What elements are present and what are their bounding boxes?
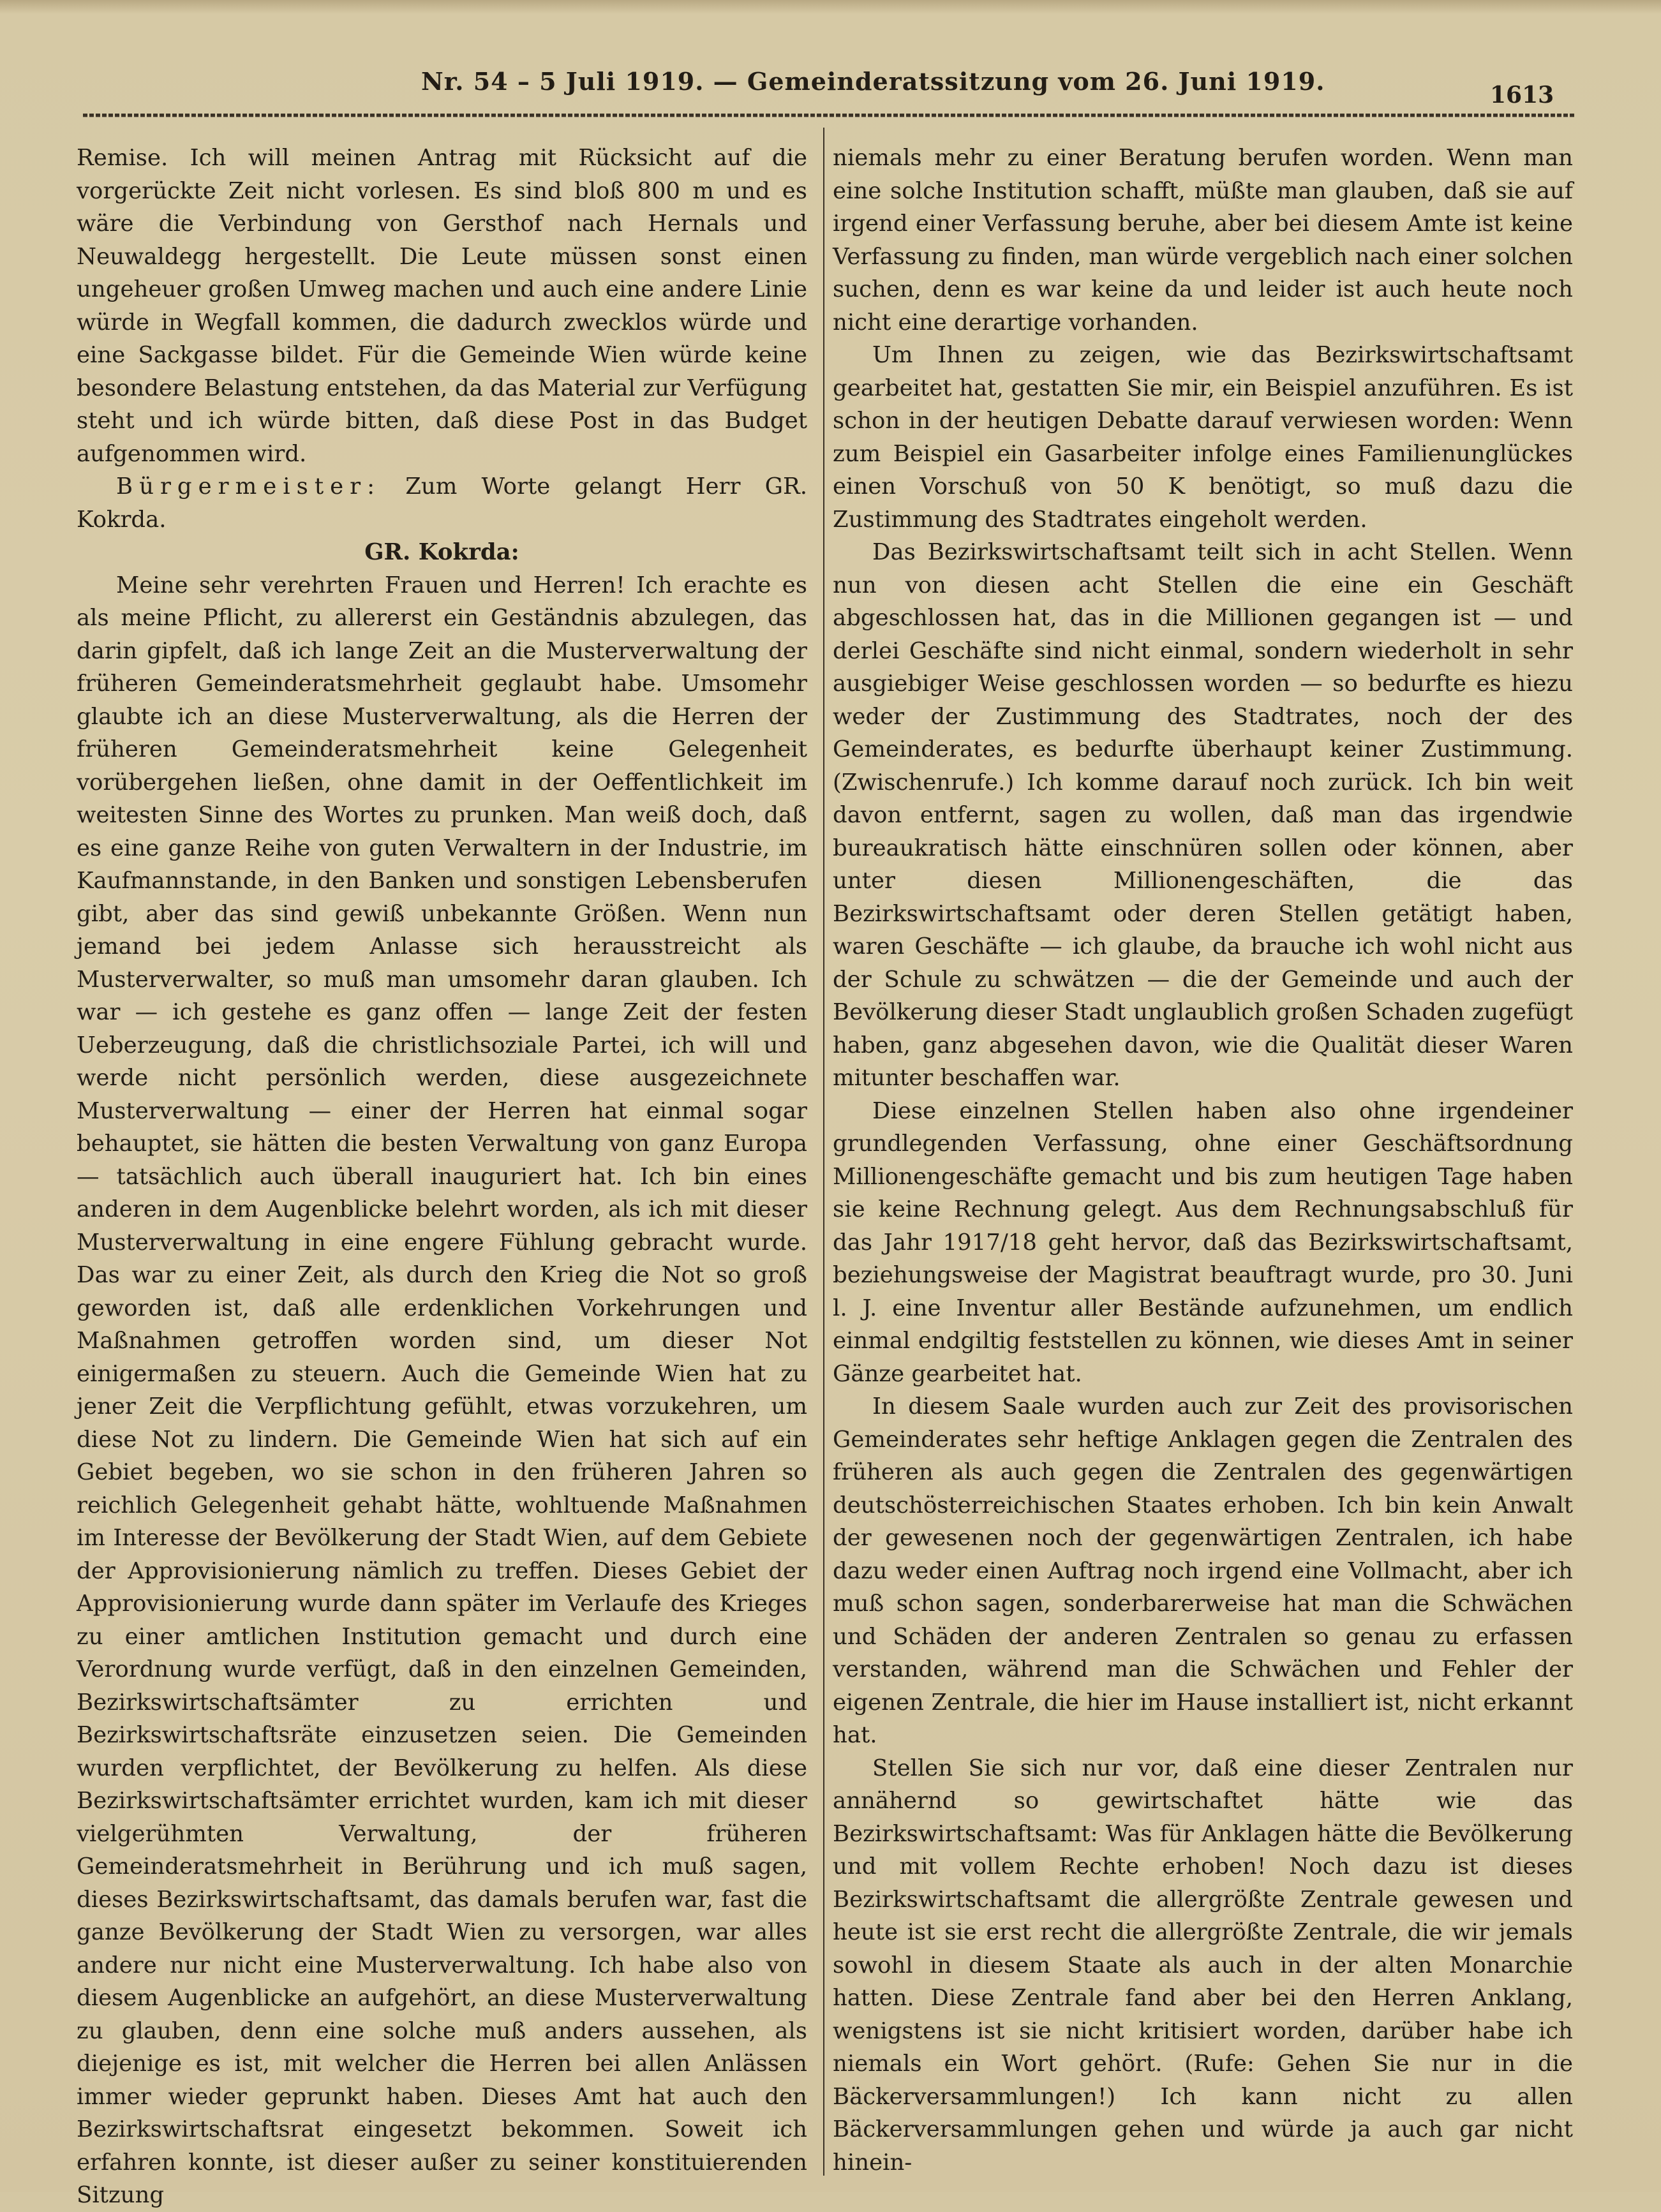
column-divider (823, 128, 824, 2176)
speaker-heading: GR. Kokrda: (364, 539, 519, 565)
paragraph: Das Bezirkswirtschaftsamt teilt sich in acht Stellen. Wenn nun von diesen acht Stellen die eine ein Geschäft abgeschlossen hat, das in die Millionen gegangen ist — und derlei Geschäfte sind nicht einmal, sondern wiederholt in sehr ausgiebiger Weise geschlossen worden — so bedurfte es hiezu weder der Zustimmung des Stadtrates, noch der des Gemeinderates, es bedurfte überhaupt keiner Zustimmung. (Zwischenrufe.) Ich komme darauf noch zurück. Ich bin weit davon entfernt, sagen zu wollen, daß man das irgendwie bureaukratisch hätte einschnüren sollen oder können, aber unter diesen Millionengeschäften, die das Bezirkswirtschaftsamt oder deren Stellen getätigt haben, waren Geschäfte — ich glaube, da brauche ich wohl nicht aus der Schule zu schwätzen — die der Gemeinde und auch der Bevölkerung dieser Stadt unglaublich großen Schaden zugefügt haben, ganz abgesehen davon, wie die Qualität dieser Waren mitunter beschaffen war. (833, 539, 1573, 1091)
right-column (833, 142, 1573, 2179)
paragraph: Stellen Sie sich nur vor, daß eine dieser Zentralen nur annähernd so gewirtschaftet hätte wie das Bezirkswirtschaftsamt: Was für Anklagen hätte die Bevölkerung und mit vollem Rechte erhoben! Noch dazu ist dieses Bezirkswirtschaftsamt die allergrößte Zentrale gewesen und heute ist sie erst recht die allergrößte Zentrale, die wir jemals sowohl in diesem Staate als auch in der alten Monarchie hatten. Diese Zentrale fand aber bei den Herren Anklang, wenigstens ist sie nicht kritisiert worden, darüber habe ich niemals ein Wort gehört. (Rufe: Gehen Sie nur in die Bäckerversammlungen!) Ich kann nicht zu allen Bäckerversammlungen gehen und würde ja auch gar nicht hinein- (833, 1755, 1573, 2176)
page-number: 1613 (1490, 82, 1554, 108)
left-column (77, 142, 807, 2212)
paragraph: Um Ihnen zu zeigen, wie das Bezirkswirtschaftsamt gearbeitet hat, gestatten Sie mir, ein Beispiel anzuführen. Es ist schon in der heutigen Debatte darauf verwiesen worden: Wenn zum Beispiel ein Gasarbeiter infolge eines Familienunglückes einen Vorschuß von 50 K benötigt, so muß dazu die Zustimmung des Stadtrates eingeholt werden. (833, 342, 1573, 533)
header-rule (83, 114, 1576, 121)
mayor-paragraph (77, 470, 807, 536)
paragraph: In diesem Saale wurden auch zur Zeit des provisorischen Gemeinderates sehr heftige Anklagen gegen die Zentralen des früheren als auch gegen die Zentralen des gegenwärtigen deutschösterreichischen Staates erhoben. Ich bin kein Anwalt der gewesenen noch der gegenwärtigen Zentralen, ich habe dazu weder einen Auftrag noch irgend eine Vollmacht, aber ich muß schon sagen, sonderbarerweise hat man die Schwächen und Schäden der anderen Zentralen so genau zu erfassen verstanden, während man die Schwächen und Fehler der eigenen Zentrale, die hier im Hause installiert ist, nicht erkannt hat. (833, 1393, 1573, 1748)
paragraph: Meine sehr verehrten Frauen und Herren! Ich erachte es als meine Pflicht, zu allererst ein Geständnis abzulegen, das darin gipfelt, daß ich lange Zeit an die Musterverwaltung der früheren Gemeinderatsmehrheit geglaubt habe. Umsomehr glaubte ich an diese Musterverwaltung, als die Herren der früheren Gemeinderatsmehrheit keine Gelegenheit vorübergehen ließen, ohne damit in der Oeffentlichkeit im weitesten Sinne des Wortes zu prunken. Man weiß doch, daß es eine ganze Reihe von guten Verwaltern in der Industrie, im Kaufmannstande, in den Banken und sonstigen Lebensberufen gibt, aber das sind gewiß unbekannte Größen. Wenn nun jemand bei jedem Anlasse sich herausstreicht als Musterverwalter, so muß man umsomehr daran glauben. Ich war — ich gestehe es ganz offen — lange Zeit der festen Ueberzeugung, daß die christlichsoziale Partei, ich will und werde nicht persönlich werden, diese ausgezeichnete Musterverwaltung — einer der Herren hat einmal sogar behauptet, sie hätten die besten Verwaltung von ganz Europa — tatsächlich auch überall inauguriert hat. Ich bin eines anderen in dem Augenblicke belehrt worden, als ich mit dieser Musterverwaltung in eine engere Fühlung gebracht wurde. Das war zu einer Zeit, als durch den Krieg die Not so groß geworden ist, daß alle erdenklichen Vorkehrungen und Maßnahmen getroffen worden sind, um dieser Not einigermaßen zu steuern. Auch die Gemeinde Wien hat zu jener Zeit die Verpflichtung gefühlt, etwas vorzukehren, um diese Not zu lindern. Die Gemeinde Wien hat sich auf ein Gebiet begeben, wo sie schon in den früheren Jahren so reichlich Gelegenheit gehabt hätte, wohltuende Maßnahmen im Interesse der Bevölkerung der Stadt Wien, auf dem Gebiete der Approvisionierung nämlich zu treffen. Dieses Gebiet der Approvisionierung wurde dann später im Verlaufe des Krieges zu einer amtlichen Institution gemacht und durch eine Verordnung wurde verfügt, daß in den einzelnen Gemeinden, Bezirkswirtschaftsämter zu errichten und Bezirkswirtschaftsräte einzusetzen seien. Die Gemeinden wurden verpflichtet, der Bevölkerung zu helfen. Als diese Bezirkswirtschaftsämter errichtet wurden, kam ich mit dieser vielgerühmten Verwaltung, der früheren Gemeinderatsmehrheit in Berührung und ich muß sagen, dieses Bezirkswirtschaftsamt, das damals berufen war, fast die ganze Bevölkerung der Stadt Wien zu versorgen, war alles andere nur nicht eine Musterverwaltung. Ich habe also von diesem Augenblicke an aufgehört, an diese Musterverwaltung zu glauben, denn eine solche muß anders aussehen, als diejenige es ist, mit welcher die Herren bei allen Anlässen immer wieder geprunkt haben. Dieses Amt hat auch den Bezirkswirtschaftsrat eingesetzt bekommen. Soweit ich erfahren konnte, ist dieser außer zu seiner konstituierenden Sitzung (77, 572, 807, 2208)
paragraph: Diese einzelnen Stellen haben also ohne irgendeiner grundlegenden Verfassung, ohne einer Geschäftsordnung Millionengeschäfte gemacht und bis zum heutigen Tage haben sie keine Rechnung gelegt. Aus dem Rechnungsabschluß für das Jahr 1917/18 geht hervor, daß das Bezirkswirtschaftsamt, beziehungsweise der Magistrat beauftragt wurde, pro 30. Juni l. J. eine Inventur aller Bestände aufzunehmen, um endlich einmal endgiltig feststellen zu können, wie dieses Amt in seiner Gänze gearbeitet hat. (833, 1097, 1573, 1387)
paragraph: Remise. Ich will meinen Antrag mit Rücksicht auf die vorgerückte Zeit nicht vorlesen. Es sind bloß 800 m und es wäre die Verbindung von Gersthof nach Hernals und Neuwaldegg hergestellt. Die Leute müssen sonst einen ungeheuer großen Umweg machen und auch eine andere Linie würde in Wegfall kommen, die dadurch zwecklos würde und eine Sackgasse bildet. Für die Gemeinde Wien würde keine besondere Belastung entstehen, da das Material zur Verfügung steht und ich würde bitten, daß diese Post in das Budget aufgenommen wird. (77, 145, 807, 467)
paragraph: niemals mehr zu einer Beratung berufen worden. Wenn man eine solche Institution schafft, müßte man glauben, daß sie auf irgend einer Verfassung beruhe, aber bei diesem Amte ist keine Verfassung zu finden, man würde vergeblich nach einer solchen suchen, denn es war keine da und leider ist auch heute noch nicht eine derartige vorhanden. (833, 145, 1573, 336)
running-header: Nr. 54 – 5 Juli 1919. — Gemeinderatssitzung vom 26. Juni 1919. (421, 67, 1325, 96)
mayor-text: Zum Worte gelangt Herr GR. Kokrda. (77, 473, 807, 533)
mayor-label: Bürgermeister: (116, 473, 382, 500)
